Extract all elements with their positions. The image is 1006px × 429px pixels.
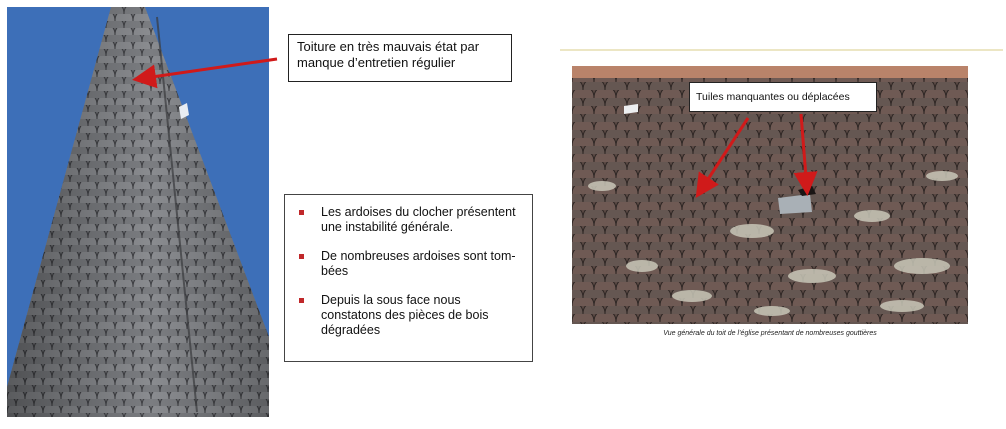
finding-item: Depuis la sous face nous constatons des pièces de bois dégradées xyxy=(297,293,524,338)
finding-item: De nombreuses ardoises sont tom-bées xyxy=(297,249,524,279)
bullet-square-icon xyxy=(299,298,304,303)
roof-callout xyxy=(689,82,877,112)
findings-box xyxy=(284,194,533,362)
roof-photo-caption: Vue générale du toit de l’église présentant de nombreuses gouttières xyxy=(663,330,877,337)
finding-item: Les ardoises du clocher présentent une instabilité générale. xyxy=(297,205,524,235)
bullet-square-icon xyxy=(299,254,304,259)
spire-callout xyxy=(288,34,512,82)
bullet-square-icon xyxy=(299,210,304,215)
roof-callout-text: Tuiles manquantes ou déplacées xyxy=(696,91,850,103)
divider-line xyxy=(560,49,1003,51)
findings-list xyxy=(297,205,524,338)
spire-callout-text: Toiture en très mauvais état par manque d’entretien régulier xyxy=(297,39,480,70)
spire-photo xyxy=(7,7,269,417)
spire-illustration xyxy=(7,7,269,417)
roof-ridge xyxy=(572,66,968,78)
